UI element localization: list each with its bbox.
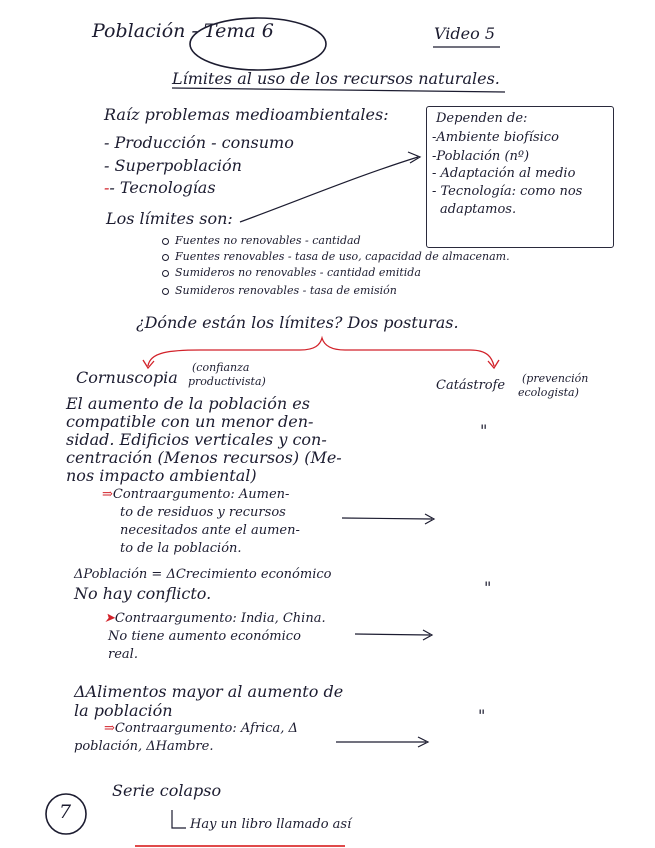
footer-serie: Serie colapso [112, 781, 222, 800]
counter-line: población, ΔHambre. [74, 739, 214, 754]
counter-line: to de la población. [120, 541, 242, 556]
counter-line [102, 488, 289, 501]
position-right-note: ecologista) [518, 386, 579, 399]
box-item: Dependen de: [436, 111, 528, 126]
argument-line: nos impacto ambiental) [66, 466, 257, 485]
box-item: -Población (nº) [432, 149, 530, 164]
arrow-c2 [355, 634, 430, 635]
counter-line: necesitados ante el aumen- [120, 523, 300, 538]
counter-line: to de residuos y recursos [120, 505, 286, 520]
counter-text: Contraargumento: Aumen- [112, 487, 290, 502]
box-item: - Adaptación al medio [432, 166, 576, 181]
limits-item-text: Sumideros renovables - tasa de emisión [175, 284, 397, 297]
limits-item [162, 285, 397, 296]
counter-line: No tiene aumento económico [108, 629, 301, 644]
red-arrow-icon: ➤ [104, 611, 115, 626]
bullet-icon [162, 270, 169, 277]
footer-arrow [172, 810, 186, 828]
header-title: Población - Tema 6 [92, 20, 274, 42]
position-right-note: (prevención [522, 372, 589, 385]
limits-item [162, 251, 510, 262]
limits-item-text: Fuentes no renovables - cantidad [175, 234, 361, 247]
argument-line: No hay conflicto. [74, 584, 212, 603]
box-item: - Tecnología: como nos [432, 184, 583, 199]
argument-line: compatible con un menor den- [66, 412, 314, 431]
counter-line: real. [108, 647, 138, 662]
limits-item-text: Fuentes renovables - tasa de uso, capacidad de almacenam. [175, 250, 510, 263]
argument-line: centración (Menos recursos) (Me- [66, 448, 342, 467]
argument-line: sidad. Edificios verticales y con- [66, 430, 327, 449]
limits-heading: Los límites son: [106, 209, 233, 228]
ditto-mark: " [484, 578, 492, 597]
footer-note: Hay un libro llamado así [190, 817, 352, 832]
header-video: Video 5 [434, 24, 495, 43]
subtitle-underline [172, 88, 505, 92]
position-right: Catástrofe [436, 378, 506, 393]
counter-text: Contraargumento: India, China. [114, 611, 326, 626]
red-arrow-icon: ⇒ [102, 487, 113, 502]
argument-line: El aumento de la población es [66, 394, 310, 413]
question: ¿Dónde están los límites? Dos posturas. [136, 313, 459, 332]
problem-item: - Producción - consumo [104, 133, 294, 152]
bullet-icon [162, 238, 169, 245]
problem-item-text: - Tecnologías [109, 178, 216, 197]
problem-item: - Superpoblación [104, 156, 242, 175]
limits-item-text: Sumideros no renovables - cantidad emitida [175, 266, 421, 279]
ditto-mark: " [480, 421, 488, 440]
arrow-c1 [342, 518, 432, 519]
ditto-mark: " [478, 706, 486, 725]
problems-heading: Raíz problemas medioambientales: [104, 105, 389, 124]
counter-line [104, 722, 298, 735]
red-arrow-icon: ⇒ [104, 721, 115, 736]
position-left: Cornuscopia [76, 368, 178, 387]
argument-line: ΔPoblación = ΔCrecimiento económico [74, 567, 332, 582]
limits-item [162, 267, 421, 278]
bullet-icon [162, 288, 169, 295]
red-margin-line [135, 845, 345, 847]
argument-line: la población [74, 701, 173, 720]
bullet-icon [162, 254, 169, 261]
page-number: 7 [59, 801, 72, 823]
argument-line: ΔAlimentos mayor al aumento de [74, 682, 344, 701]
problem-item: -- Tecnologías [104, 178, 216, 197]
limits-arrow [240, 157, 418, 222]
limits-item [162, 235, 361, 246]
limits-arrowhead [408, 152, 420, 163]
position-left-note: productivista) [188, 375, 266, 388]
counter-line [104, 612, 326, 625]
subtitle: Límites al uso de los recursos naturales. [172, 69, 500, 88]
position-left-note: (confianza [192, 361, 250, 374]
counter-text: Contraargumento: Africa, Δ [114, 721, 298, 736]
box-item: adaptamos. [440, 202, 517, 217]
box-item: -Ambiente biofísico [432, 130, 559, 145]
